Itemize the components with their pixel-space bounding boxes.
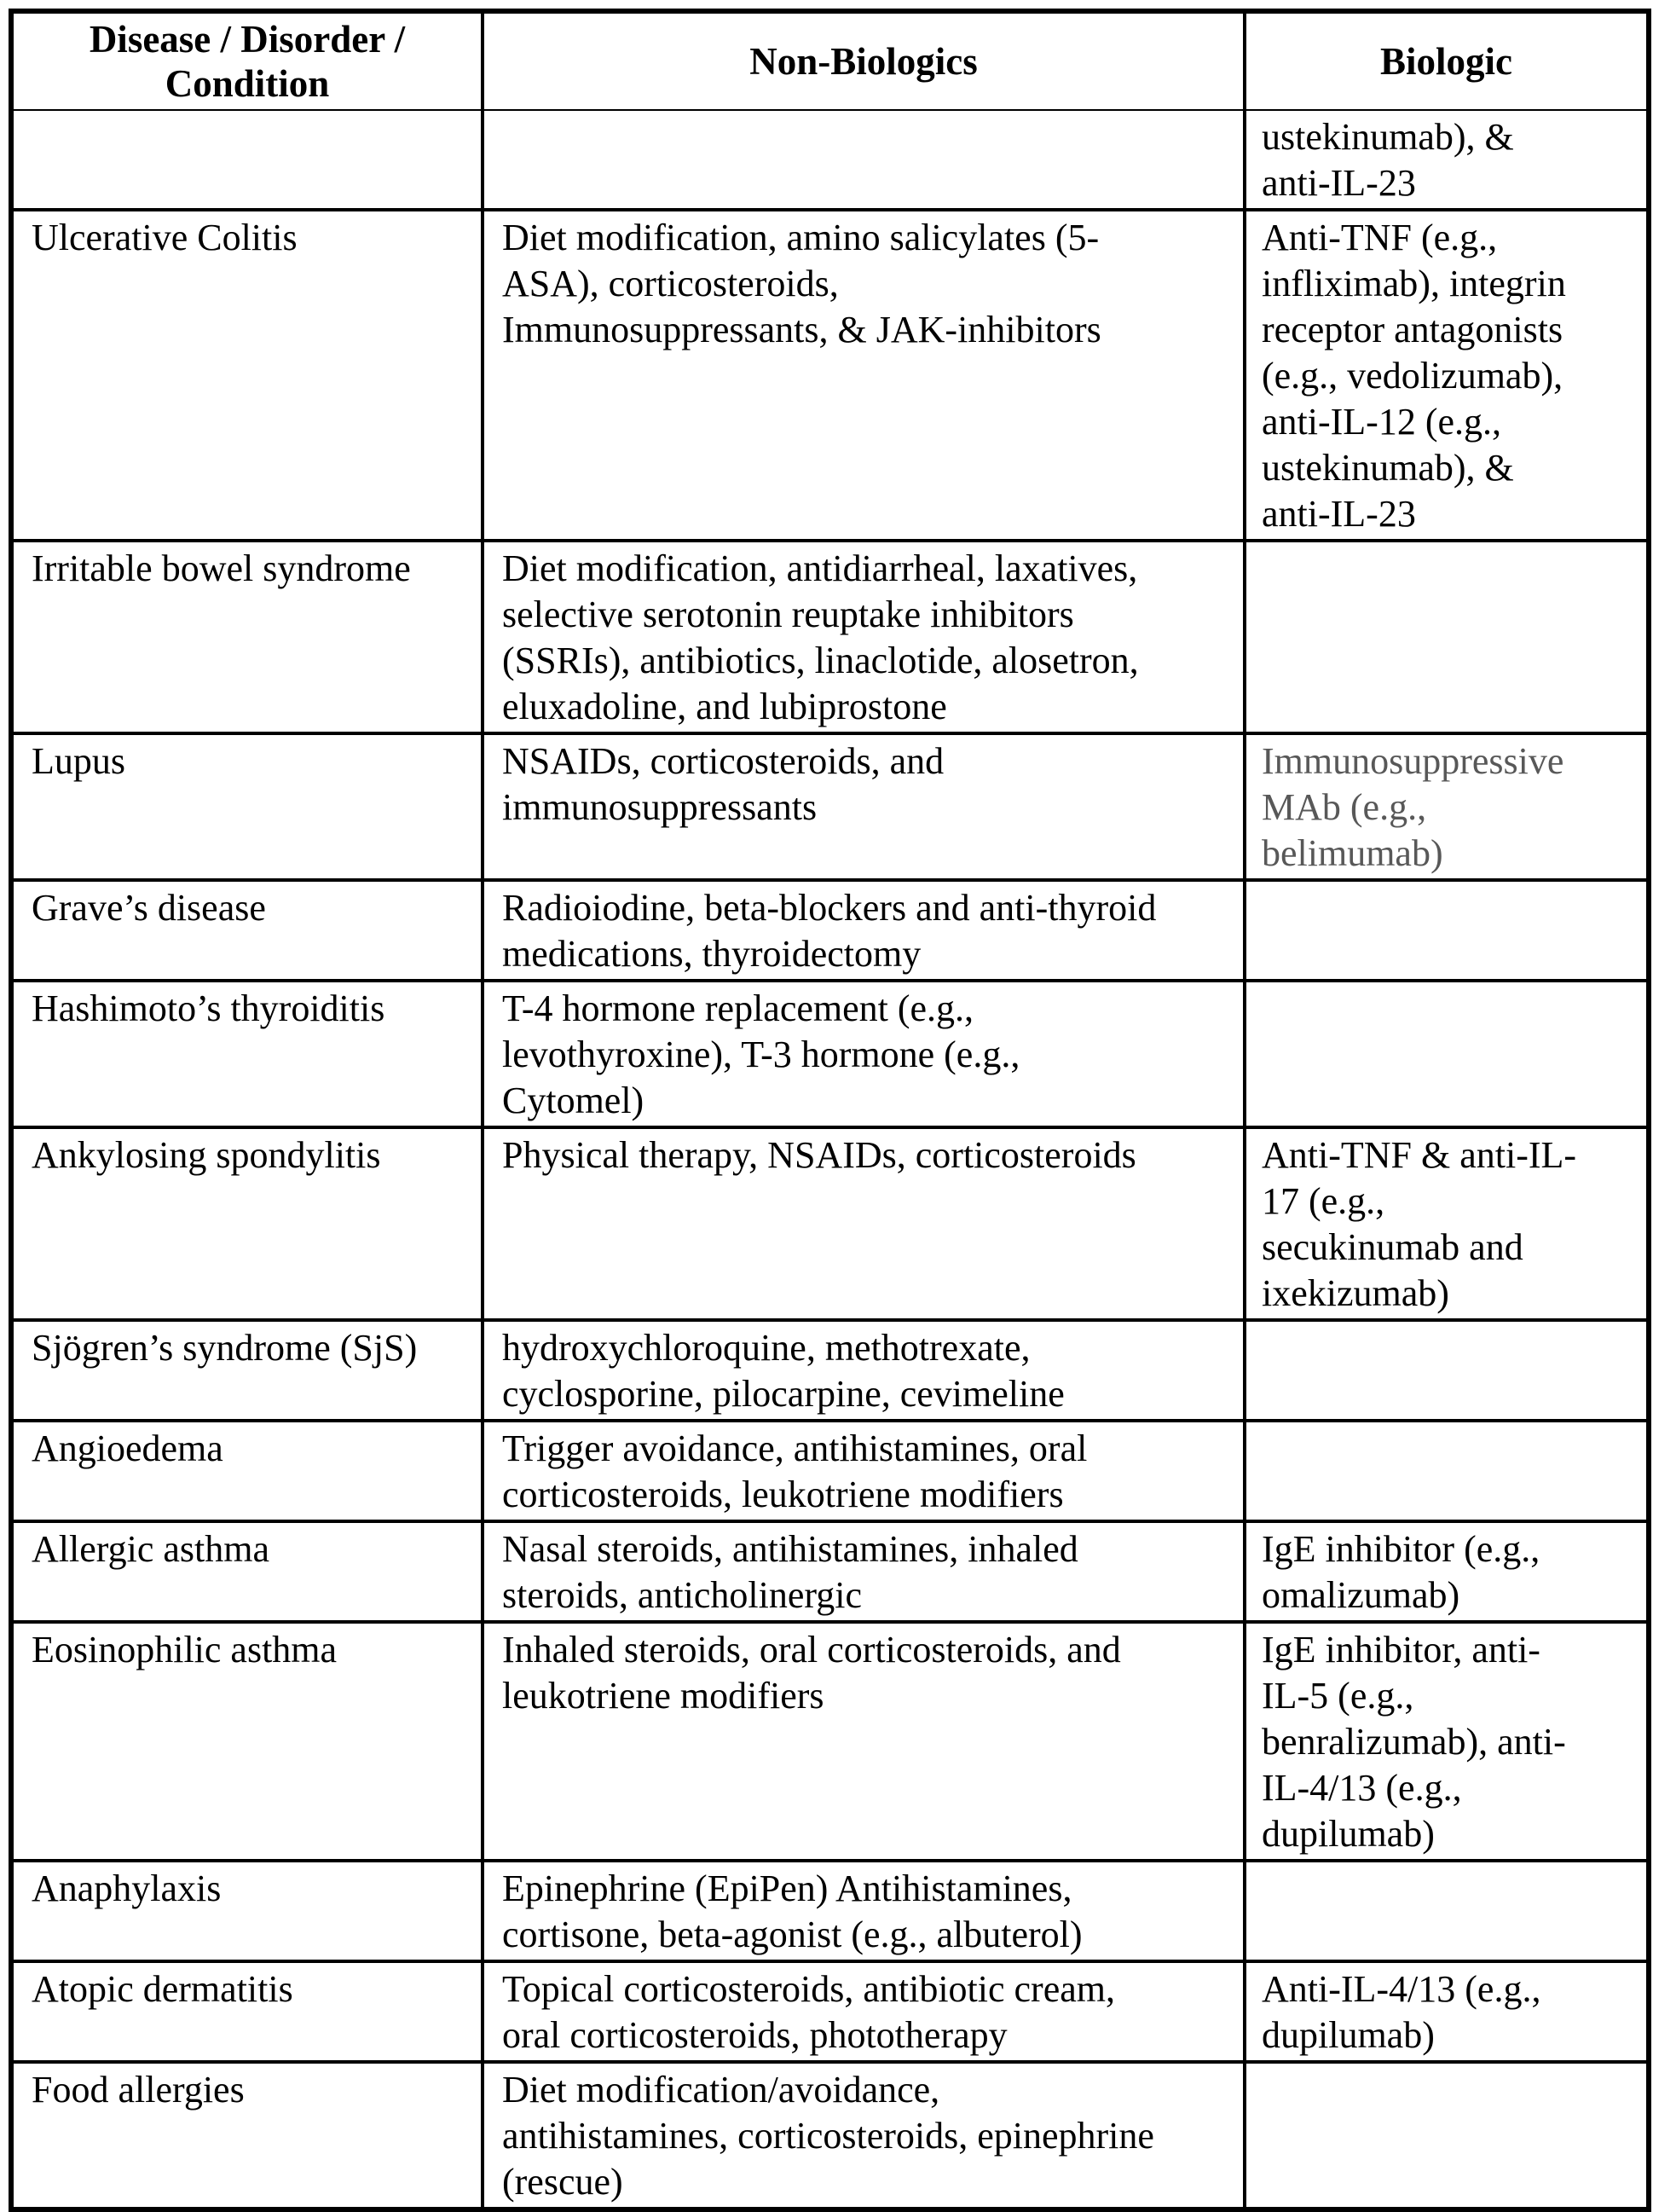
disease-cell: Ulcerative Colitis — [11, 210, 483, 541]
table-row — [11, 2062, 1649, 2209]
non-biologics-cell: Physical therapy, NSAIDs, corticosteroids — [483, 1127, 1245, 1320]
table-row — [11, 981, 1649, 1127]
table-row — [11, 1421, 1649, 1521]
non-biologics-cell: Topical corticosteroids, antibiotic cream, oral corticosteroids, phototherapy — [483, 1961, 1245, 2062]
table-row — [11, 1861, 1649, 1961]
disease-cell: Atopic dermatitis — [11, 1961, 483, 2062]
table-header — [11, 11, 1649, 110]
biologic-cell — [1245, 1861, 1649, 1961]
biologic-cell — [1245, 880, 1649, 981]
biologic-cell — [1245, 1421, 1649, 1521]
biologic-cell — [1245, 981, 1649, 1127]
table-row — [11, 110, 1649, 210]
biologic-cell: Anti-TNF & anti-IL- 17 (e.g., secukinumab and ixekizumab) — [1245, 1127, 1649, 1320]
disease-cell: Hashimoto’s thyroiditis — [11, 981, 483, 1127]
biologic-cell: Anti-IL-4/13 (e.g., dupilumab) — [1245, 1961, 1649, 2062]
table-row — [11, 210, 1649, 541]
header-row — [11, 11, 1649, 110]
biologic-cell: Immunosuppressive MAb (e.g., belimumab) — [1245, 733, 1649, 880]
disease-cell: Eosinophilic asthma — [11, 1622, 483, 1861]
non-biologics-cell: Epinephrine (EpiPen) Antihistamines, cortisone, beta-agonist (e.g., albuterol) — [483, 1861, 1245, 1961]
non-biologics-cell: hydroxychloroquine, methotrexate, cyclosporine, pilocarpine, cevimeline — [483, 1320, 1245, 1421]
non-biologics-cell: NSAIDs, corticosteroids, and immunosuppressants — [483, 733, 1245, 880]
non-biologics-cell: Nasal steroids, antihistamines, inhaled steroids, anticholinergic — [483, 1521, 1245, 1622]
non-biologics-cell: Diet modification, amino salicylates (5- ASA), corticosteroids, Immunosuppressants, & JAK-inhibitors — [483, 210, 1245, 541]
disease-cell: Sjögren’s syndrome (SjS) — [11, 1320, 483, 1421]
disease-cell: Lupus — [11, 733, 483, 880]
biologic-cell — [1245, 1320, 1649, 1421]
disease-cell: Grave’s disease — [11, 880, 483, 981]
biologic-cell: IgE inhibitor (e.g., omalizumab) — [1245, 1521, 1649, 1622]
disease-cell: Angioedema — [11, 1421, 483, 1521]
table-row — [11, 1521, 1649, 1622]
biologic-cell: IgE inhibitor, anti- IL-5 (e.g., benralizumab), anti- IL-4/13 (e.g., dupilumab) — [1245, 1622, 1649, 1861]
table-row — [11, 880, 1649, 981]
table-row — [11, 1320, 1649, 1421]
non-biologics-cell: Diet modification/avoidance, antihistamines, corticosteroids, epinephrine (rescue) — [483, 2062, 1245, 2209]
non-biologics-cell: Inhaled steroids, oral corticosteroids, and leukotriene modifiers — [483, 1622, 1245, 1861]
non-biologics-cell: Trigger avoidance, antihistamines, oral corticosteroids, leukotriene modifiers — [483, 1421, 1245, 1521]
table-row — [11, 1961, 1649, 2062]
biologic-cell — [1245, 2062, 1649, 2209]
table-row — [11, 1127, 1649, 1320]
biologic-cell: Anti-TNF (e.g., infliximab), integrin receptor antagonists (e.g., vedolizumab), anti-IL-12 (e.g., ustekinumab), & anti-IL-23 — [1245, 210, 1649, 541]
disease-cell: Irritable bowel syndrome — [11, 541, 483, 733]
biologic-cell — [1245, 541, 1649, 733]
disease-cell: Ankylosing spondylitis — [11, 1127, 483, 1320]
disease-cell: Food allergies — [11, 2062, 483, 2209]
col-header-biologic: Biologic — [1245, 11, 1649, 110]
disease-cell: Anaphylaxis — [11, 1861, 483, 1961]
non-biologics-cell: Radioiodine, beta-blockers and anti-thyroid medications, thyroidectomy — [483, 880, 1245, 981]
table-row — [11, 733, 1649, 880]
col-header-non-biologics: Non-Biologics — [483, 11, 1245, 110]
table-row — [11, 541, 1649, 733]
table-body — [11, 110, 1649, 2209]
non-biologics-cell: T-4 hormone replacement (e.g., levothyroxine), T-3 hormone (e.g., Cytomel) — [483, 981, 1245, 1127]
non-biologics-cell — [483, 110, 1245, 210]
disease-cell — [11, 110, 483, 210]
col-header-disease: Disease / Disorder / Condition — [11, 11, 483, 110]
non-biologics-cell: Diet modification, antidiarrheal, laxatives, selective serotonin reuptake inhibitors (SSRIs), antibiotics, linaclotide, alosetron, eluxadoline, and lubiprostone — [483, 541, 1245, 733]
disease-cell: Allergic asthma — [11, 1521, 483, 1622]
treatment-table — [9, 9, 1651, 2212]
biologic-cell: ustekinumab), & anti-IL-23 — [1245, 110, 1649, 210]
table-row — [11, 1622, 1649, 1861]
